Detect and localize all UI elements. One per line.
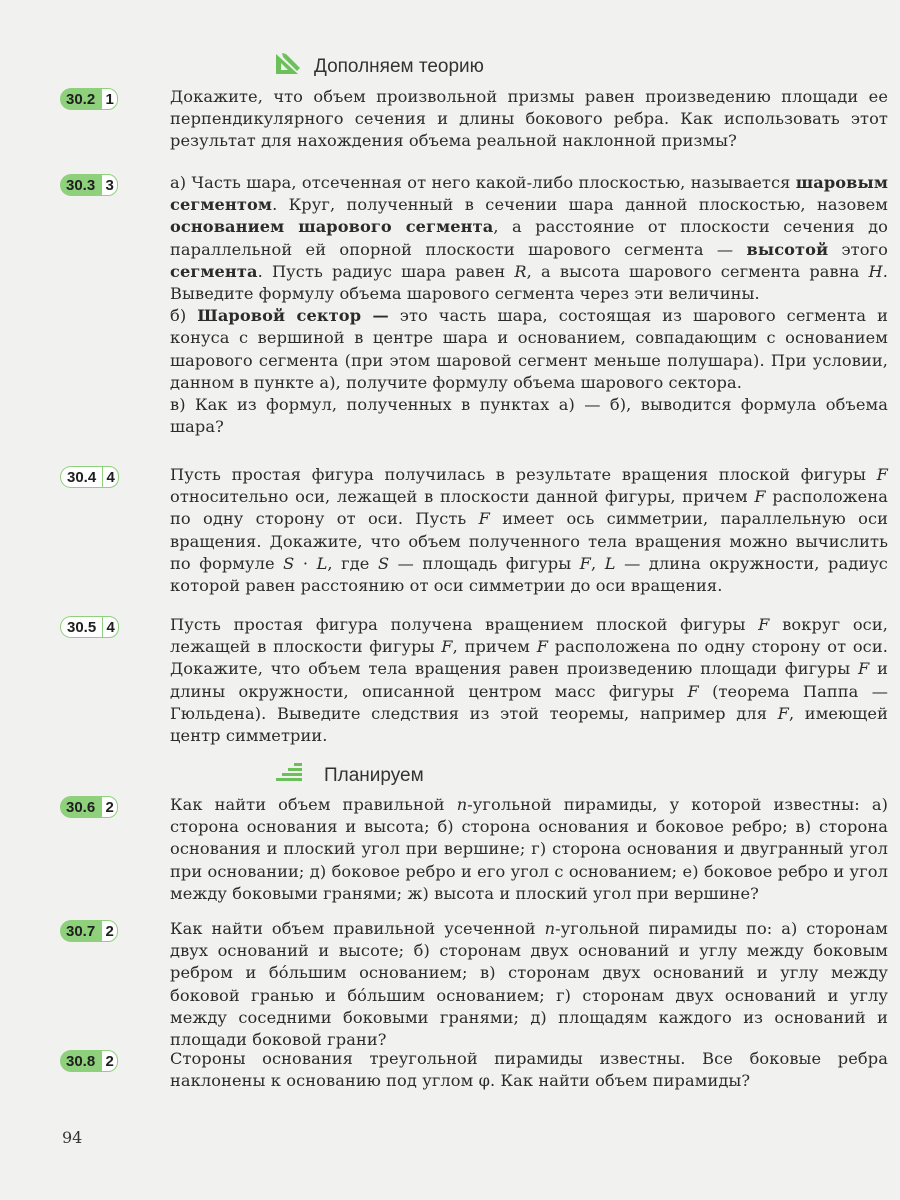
problem-paragraph: а) Часть шара, отсеченная от него какой-либо плоскостью, называется шаровым сегментом. Круг, полученный в сечении шара данной плоскостью, назовем основанием шарового сегмента, а расстояние от плоскости сечения до параллельной ей опорной плоскости шарового сегмента — высотой этого сегмента. Пусть радиус шара равен R, а высота шарового сегмента равна H. Выведите формулу объема шарового сегмента через эти величины. (170, 173, 889, 304)
problem-30-6 (60, 794, 888, 905)
problem-number: 30.5 (60, 616, 102, 638)
section-heading-theory (274, 52, 484, 82)
problem-text (170, 1048, 888, 1092)
problem-text (170, 794, 888, 905)
problem-number-badge (60, 920, 118, 942)
problem-number-badge (60, 1050, 118, 1072)
problem-paragraph: Пусть простая фигура получилась в результате вращения плоской фигуры F относительно оси, лежащей в плоскости данной фигуры, причем F расположена по одну сторону от оси. Пусть F имеет ось симметрии, параллельную оси вращения. Докажите, что объем полученного тела вращения можно вычислить по формуле S · L, где S — площадь фигуры F, L — длина окружности, радиус которой равен расстоянию от оси симметрии до оси вращения. (170, 465, 889, 596)
difficulty-level: 2 (101, 1050, 118, 1072)
problem-30-7 (60, 918, 888, 1051)
difficulty-level: 1 (101, 88, 118, 110)
problem-number-badge (60, 796, 118, 818)
problem-text (170, 464, 888, 597)
stairs-icon (272, 762, 312, 790)
problem-text (170, 614, 888, 747)
problem-30-5 (60, 614, 888, 747)
problem-paragraph: Докажите, что объем произвольной призмы равен произведению площади ее перпендикулярного сечения и длины бокового ребра. Как использовать этот результат для нахождения объема реальной наклонной призмы? (170, 87, 888, 151)
problem-30-8 (60, 1048, 888, 1092)
problem-number: 30.2 (60, 88, 101, 110)
problem-paragraph: Как найти объем правильной усеченной n-угольной пирамиды по: а) сторонам двух оснований и высоте; б) сторонам двух оснований и углу между боковым ребром и бо́льшим основанием; в) сторонам двух оснований и углу между боковой гранью и бо́льшим основанием; г) сторонам двух оснований и углу между соседними боковыми гранями; д) площадям каждого из оснований и площади боковой грани? (170, 919, 888, 1050)
problem-paragraph: Стороны основания треугольной пирамиды известны. Все боковые ребра наклонены к основанию под углом φ. Как найти объем пирамиды? (170, 1049, 888, 1091)
problem-text (170, 172, 888, 438)
problem-paragraph: б) Шаровой сектор — это часть шара, состоящая из шарового сегмента и конуса с вершиной в центре шара и основанием, совпадающим с основанием шарового сегмента (при этом шаровой сегмент меньше полушара). При условии, данном в пункте а), получите формулу объема шарового сектора. (170, 306, 889, 392)
difficulty-level: 3 (101, 174, 118, 196)
problem-number-badge (60, 616, 119, 638)
problem-paragraph: в) Как из формул, полученных в пунктах а) — б), выводится формула объема шара? (170, 395, 888, 437)
problem-paragraph: Как найти объем правильной n-угольной пирамиды, у которой известны: а) сторона основания и высота; б) сторона основания и боковое ребро; в) сторона основания и плоский угол при вершине; г) сторона основания и двугранный угол при основании; д) боковое ребро и его угол с основанием; е) боковое ребро и угол между боковыми гранями; ж) высота и плоский угол при вершине? (170, 795, 888, 903)
problem-number: 30.6 (60, 796, 101, 818)
problem-30-4 (60, 464, 888, 597)
problem-number-badge (60, 88, 118, 110)
problem-number: 30.3 (60, 174, 101, 196)
difficulty-level: 4 (102, 466, 119, 488)
difficulty-level: 2 (101, 920, 118, 942)
problem-number-badge (60, 174, 118, 196)
pencil-ruler-icon (274, 52, 302, 82)
problem-30-3 (60, 172, 888, 438)
difficulty-level: 4 (102, 616, 119, 638)
section-heading-plan (272, 762, 424, 790)
problem-number-badge (60, 466, 119, 488)
problem-number: 30.4 (60, 466, 102, 488)
problem-paragraph: Пусть простая фигура получена вращением плоской фигуры F вокруг оси, лежащей в плоскости фигуры F, причем F расположена по одну сторону от оси. Докажите, что объем тела вращения равен произведению площади фигуры F и длины окружности, описанной центром масс фигуры F (теорема Паппа — Гюльдена). Выведите следствия из этой теоремы, например для F, имеющей центр симметрии. (170, 615, 889, 746)
page-number: 94 (62, 1128, 83, 1147)
difficulty-level: 2 (101, 796, 118, 818)
problem-30-2 (60, 86, 888, 153)
problem-number: 30.8 (60, 1050, 101, 1072)
section-title: Дополняем теорию (314, 56, 484, 77)
section-title: Планируем (324, 765, 424, 786)
problem-text (170, 918, 888, 1051)
problem-text (170, 86, 888, 153)
problem-number: 30.7 (60, 920, 101, 942)
